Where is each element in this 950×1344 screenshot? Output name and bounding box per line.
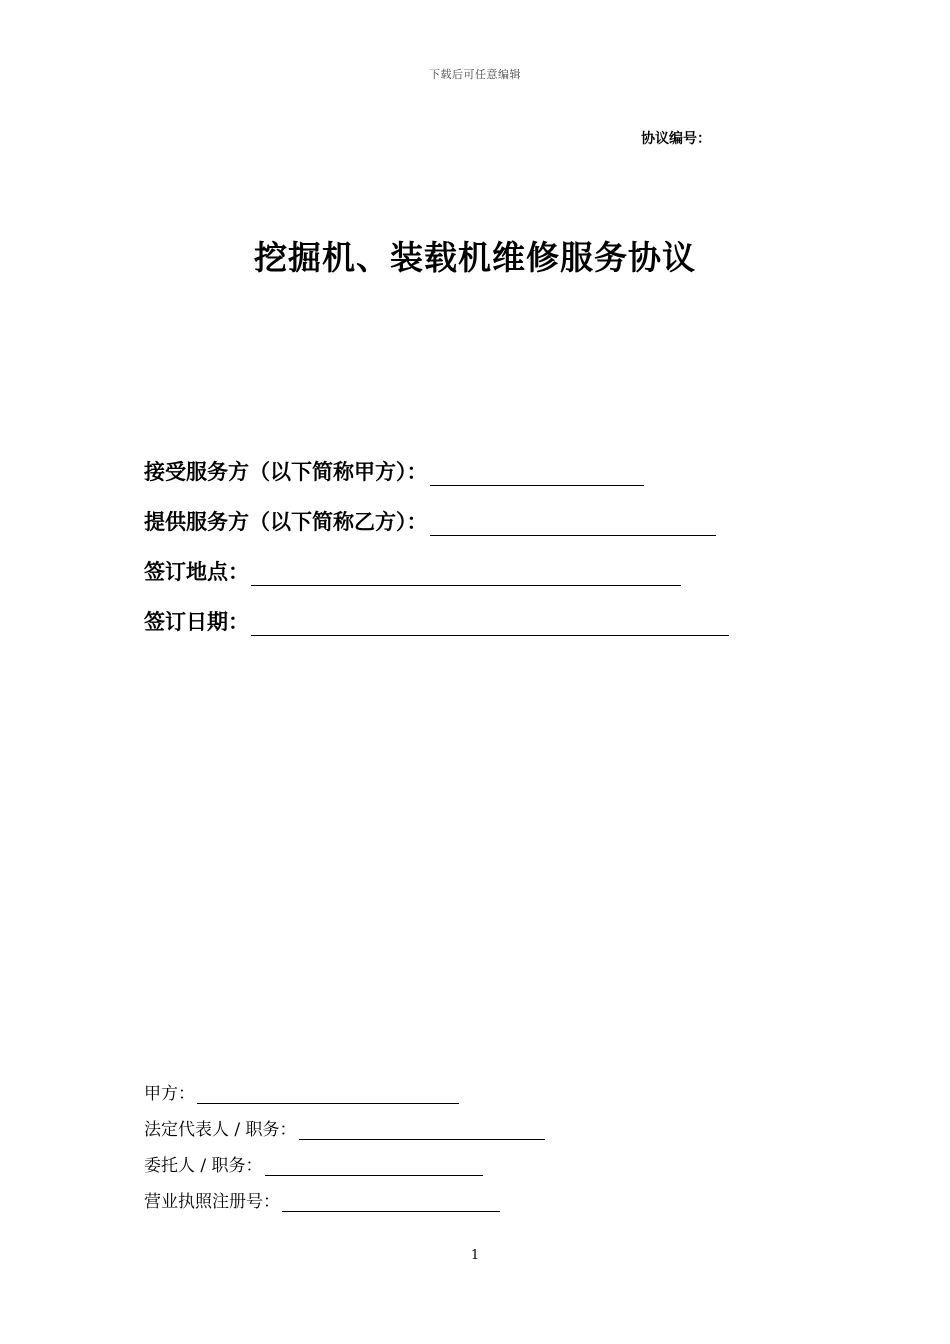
- party-a-field: [144, 1080, 459, 1104]
- business-license-field: [144, 1188, 500, 1212]
- service-receiver-label: 接受服务方（以下简称甲方）：: [144, 460, 428, 484]
- legal-representative-field: [144, 1116, 545, 1140]
- business-license-blank[interactable]: [282, 1193, 500, 1212]
- authorized-person-label: 委托人 / 职务：: [144, 1156, 263, 1176]
- legal-representative-label: 法定代表人 / 职务：: [144, 1120, 297, 1140]
- signing-date-blank[interactable]: [251, 613, 729, 636]
- service-provider-blank[interactable]: [430, 513, 716, 536]
- authorized-person-field: [144, 1152, 483, 1176]
- legal-representative-blank[interactable]: [299, 1121, 545, 1140]
- party-a-blank[interactable]: [197, 1085, 459, 1104]
- signing-place-field: [144, 556, 681, 586]
- party-a-label: 甲方：: [144, 1084, 195, 1104]
- page-number: 1: [470, 1248, 480, 1263]
- header-note: 下载后可任意编辑: [429, 68, 521, 81]
- service-receiver-blank[interactable]: [430, 463, 644, 486]
- signing-place-blank[interactable]: [251, 563, 681, 586]
- authorized-person-blank[interactable]: [265, 1157, 483, 1176]
- agreement-number-label: 协议编号：: [641, 131, 711, 147]
- service-provider-field: [144, 506, 716, 536]
- signing-date-field: [144, 606, 729, 636]
- signing-place-label: 签订地点：: [144, 560, 249, 584]
- document-title: 挖掘机、装载机维修服务协议: [254, 238, 696, 277]
- service-receiver-field: [144, 456, 644, 486]
- service-provider-label: 提供服务方（以下简称乙方）：: [144, 510, 428, 534]
- business-license-label: 营业执照注册号：: [144, 1192, 280, 1212]
- signing-date-label: 签订日期：: [144, 610, 249, 634]
